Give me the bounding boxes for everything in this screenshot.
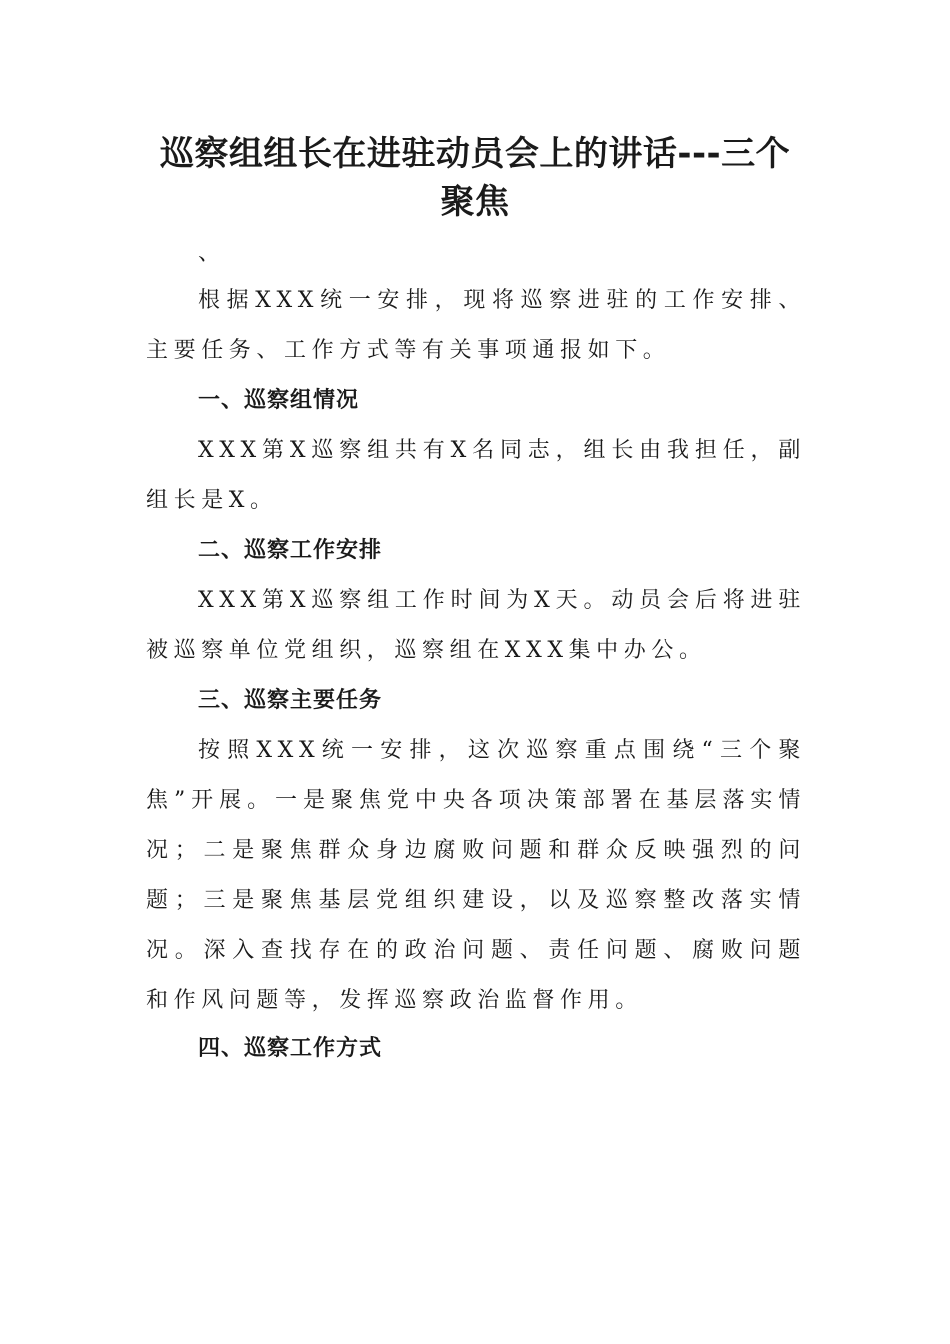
intro-paragraph: 根据XXX统一安排，现将巡察进驻的工作安排、主要任务、工作方式等有关事项通报如下。 <box>146 288 806 363</box>
section-heading-2: 二、巡察工作安排 <box>198 538 383 563</box>
section-body-2: XXX第X巡察组工作时间为X天。动员会后将进驻被巡察单位党组织，巡察组在XXX集中办公。 <box>146 588 806 663</box>
document-title <box>140 130 810 226</box>
stray-punctuation-mark: 、 <box>198 241 221 266</box>
section-heading-4: 四、巡察工作方式 <box>198 1036 383 1061</box>
title-line-2: 聚焦 <box>440 182 510 222</box>
section-body-1: XXX第X巡察组共有X名同志，组长由我担任，副组长是X。 <box>146 438 806 513</box>
section-heading-3: 三、巡察主要任务 <box>198 688 383 713</box>
section-body-3: 按照XXX统一安排，这次巡察重点围绕“三个聚焦”开展。一是聚焦党中央各项决策部署在基层落实情况；二是聚焦群众身边腐败问题和群众反映强烈的问题；三是聚焦基层党组织建设，以及巡察整改落实情况。深入查找存在的政治问题、责任问题、腐败问题和作风问题等，发挥巡察政治监督作用。 <box>146 738 806 1013</box>
title-line-1: 巡察组组长在进驻动员会上的讲话---三个 <box>159 134 791 174</box>
section-heading-1: 一、巡察组情况 <box>198 388 360 413</box>
